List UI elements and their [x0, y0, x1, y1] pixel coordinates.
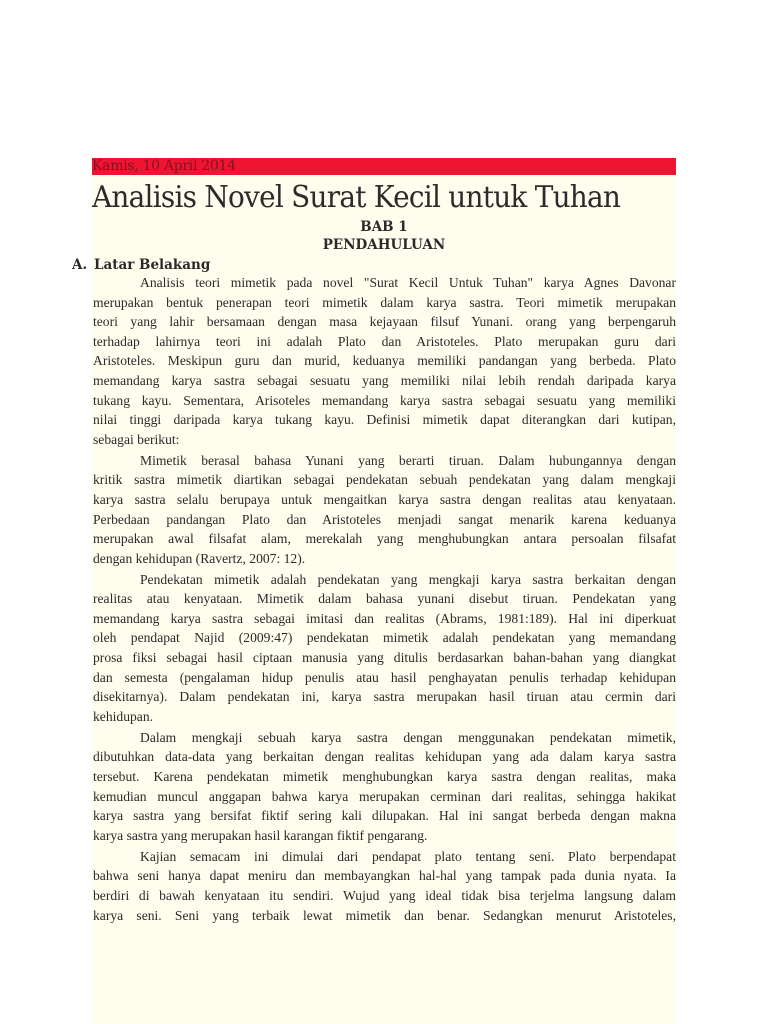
text-line: memandang karya sastra sebagai imitasi dan realitas (Abrams, 1981:189). Hal ini diperkuat	[93, 610, 676, 626]
text-line: oleh pendapat Najid (2009:47) pendekatan mimetik adalah pendekatan yang memandang	[93, 630, 676, 646]
paragraph	[93, 451, 676, 569]
text-line: merupakan awal filsafat alam, merekalah yang menghubungkan antara persoalan filsafat	[93, 531, 676, 547]
text-line: terhadap lahirnya teori ini adalah Plato dan Aristoteles. Plato merupakan guru dari	[93, 333, 676, 349]
text-line: Dalam mengkaji sebuah karya sastra dengan menggunakan pendekatan mimetik,	[140, 729, 676, 745]
text-line: karya sastra selalu berupaya untuk mengaitkan karya sastra dengan realitas atau kenyataan.	[93, 491, 676, 507]
text-line: prosa fiksi sebagai hasil ciptaan manusia yang ditulis berdasarkan bahan-bahan yang diangkat	[93, 650, 676, 666]
text-line: karya sastra yang bersifat fiktif sering kali dilupakan. Hal ini sangat berbeda dengan makna	[93, 808, 676, 824]
text-line: teori yang lahir bersamaan dengan masa kejayaan filsuf Yunani. orang yang berpengaruh	[93, 314, 676, 330]
text-line: tersebut. Karena pendekatan mimetik menghubungkan karya sastra dengan realitas, maka	[93, 769, 676, 785]
text-line: nilai tinggi daripada karya tukang kayu. Definisi mimetik dapat diterangkan dari kutipan,	[93, 412, 676, 428]
paragraph	[93, 570, 676, 727]
paragraph	[93, 847, 676, 925]
section-title: Latar Belakang	[94, 257, 211, 273]
section-heading	[72, 257, 210, 273]
text-line: Analisis teori mimetik pada novel "Surat Kecil Untuk Tuhan" karya Agnes Davonar	[140, 275, 676, 290]
text-line: sebagai berikut:	[93, 431, 180, 447]
text-line: memandang karya sastra sebagai sesuatu yang memiliki nilai lebih rendah daripada karya	[93, 372, 676, 388]
text-line: kehidupan.	[93, 708, 154, 724]
text-line: Mimetik berasal bahasa Yunani yang berarti tiruan. Dalam hubungannya dengan	[140, 452, 676, 468]
post-title: Analisis Novel Surat Kecil untuk Tuhan	[92, 180, 621, 215]
text-line: dengan kehidupan (Ravertz, 2007: 12).	[93, 550, 306, 566]
document-body	[93, 273, 676, 927]
chapter-label: BAB 1	[360, 219, 408, 235]
text-line: disekitarnya). Dalam pendekatan ini, karya sastra merupakan hasil tiruan atau cermin dari	[93, 689, 676, 705]
text-line: Pendekatan mimetik adalah pendekatan yang mengkaji karya sastra berkaitan dengan	[140, 571, 676, 587]
section-marker: A.	[72, 257, 88, 273]
text-line: dan semesta (pengalaman hidup penulis atau hasil penghayatan penulis terhadap kehidupan	[93, 669, 676, 685]
text-line: Perbedaan pandangan Plato dan Aristoteles menjadi sangat menarik karena keduanya	[93, 511, 676, 527]
text-line: dibutuhkan data-data yang berkaitan dengan realitas kehidupan yang ada dalam karya sastra	[93, 749, 676, 765]
text-line: berdiri di bawah kenyataan itu sendiri. Wujud yang ideal tidak bisa terjelma langsung dalam	[93, 887, 676, 903]
text-line: Aristoteles. Meskipun guru dan murid, keduanya memiliki pandangan yang berbeda. Plato	[93, 353, 676, 369]
text-line: realitas atau kenyataan. Mimetik dalam bahasa yunani disebut tiruan. Pendekatan yang	[93, 591, 676, 607]
text-line: karya seni. Seni yang terbaik lewat mimetik dan benar. Sedangkan menurut Aristoteles,	[93, 907, 676, 923]
text-line: bahwa seni hanya dapat meniru dan membayangkan hal-hal yang tampak pada dunia nyata. Ia	[93, 868, 676, 884]
chapter-title: PENDAHULUAN	[322, 237, 446, 253]
text-line: merupakan bentuk penerapan teori mimetik dalam karya sastra. Teori mimetik merupakan	[93, 294, 676, 310]
text-line: Kajian semacam ini dimulai dari pendapat plato tentang seni. Plato berpendapat	[140, 848, 676, 864]
paragraph	[93, 728, 676, 846]
text-line: kemudian muncul anggapan bahwa karya merupakan cerminan dari realitas, sehingga hakikat	[93, 788, 676, 804]
text-line: kritik sastra mimetik diartikan sebagai pendekatan sebuah pendekatan yang dalam mengkaji	[93, 472, 676, 488]
paragraph	[93, 273, 676, 449]
date-header: Kamis, 10 April 2014	[92, 158, 676, 175]
text-line: karya sastra yang merupakan hasil karangan fiktif pengarang.	[93, 827, 428, 843]
text-line: tukang kayu. Sementara, Arisoteles memandang karya sastra sebagai sesuatu yang memiliki	[93, 392, 676, 408]
